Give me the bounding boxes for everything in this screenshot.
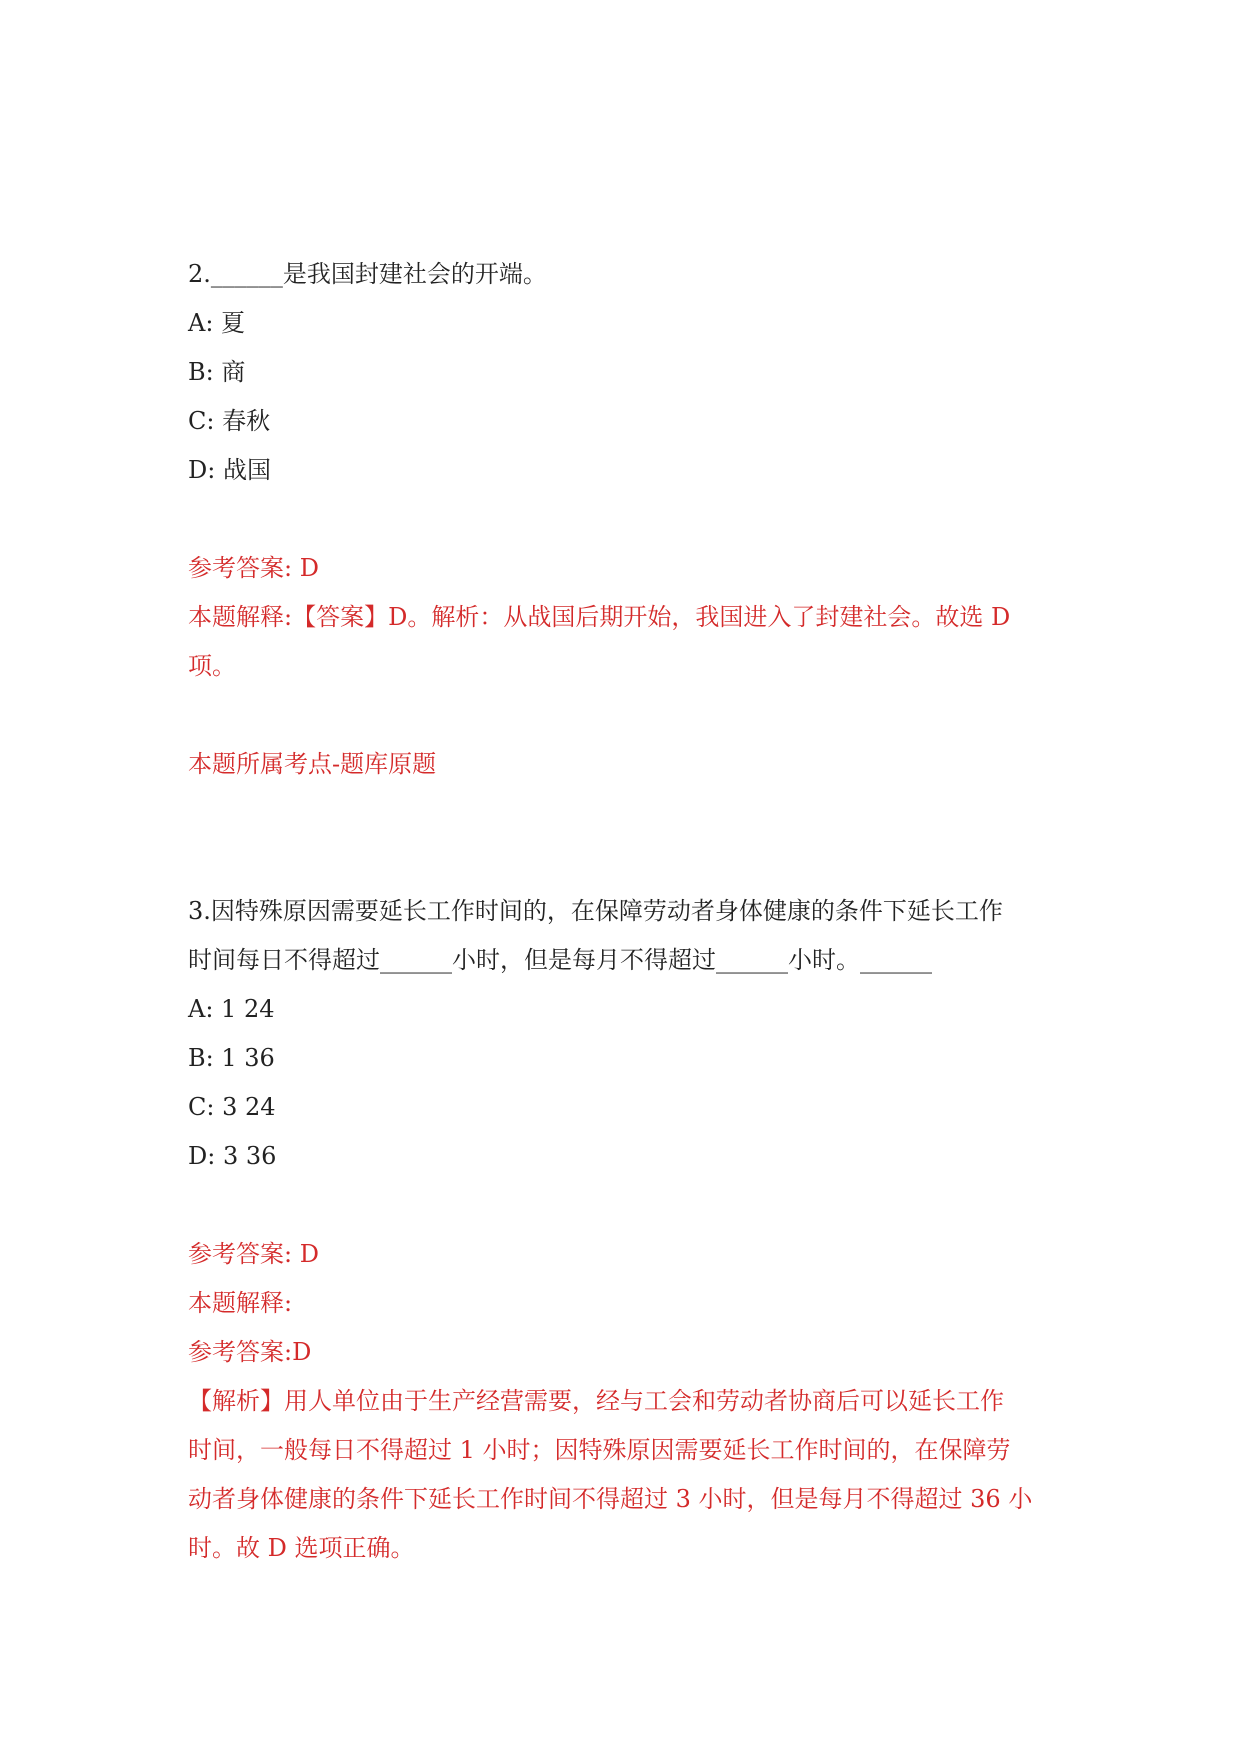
reference-answer: 参考答案:D: [188, 1338, 312, 1366]
question-stem: 2.______是我国封建社会的开端。: [188, 260, 547, 288]
explanation-line: 本题解释:【答案】D。解析：从战国后期开始，我国进入了封建社会。故选 D: [188, 603, 1011, 631]
analysis-line: 动者身体健康的条件下延长工作时间不得超过 3 小时，但是每月不得超过 36 小: [188, 1485, 1033, 1513]
analysis-line: 【解析】用人单位由于生产经营需要，经与工会和劳动者协商后可以延长工作: [188, 1387, 1004, 1415]
question-3: [188, 887, 1068, 1573]
exam-page: [188, 250, 1068, 1573]
question-stem: 时间每日不得超过______小时，但是每月不得超过______小时。______: [188, 946, 932, 974]
reference-answer: 参考答案: D: [188, 554, 319, 582]
knowledge-point: 本题所属考点-题库原题: [188, 750, 437, 778]
analysis-line: 时。故 D 选项正确。: [188, 1534, 415, 1562]
analysis-line: 时间，一般每日不得超过 1 小时；因特殊原因需要延长工作时间的，在保障劳: [188, 1436, 1011, 1464]
option-c: C: 春秋: [188, 407, 271, 435]
option-d: D: 3 36: [188, 1142, 277, 1170]
explanation-label: 本题解释:: [188, 1289, 293, 1317]
option-a: A: 1 24: [188, 995, 275, 1023]
question-2: [188, 250, 1068, 789]
reference-answer: 参考答案: D: [188, 1240, 319, 1268]
option-c: C: 3 24: [188, 1093, 276, 1121]
option-d: D: 战国: [188, 456, 271, 484]
question-stem: 3.因特殊原因需要延长工作时间的，在保障劳动者身体健康的条件下延长工作: [188, 897, 1003, 925]
option-b: B: 1 36: [188, 1044, 275, 1072]
option-a: A: 夏: [188, 309, 246, 337]
explanation-line: 项。: [188, 652, 236, 680]
option-b: B: 商: [188, 358, 246, 386]
